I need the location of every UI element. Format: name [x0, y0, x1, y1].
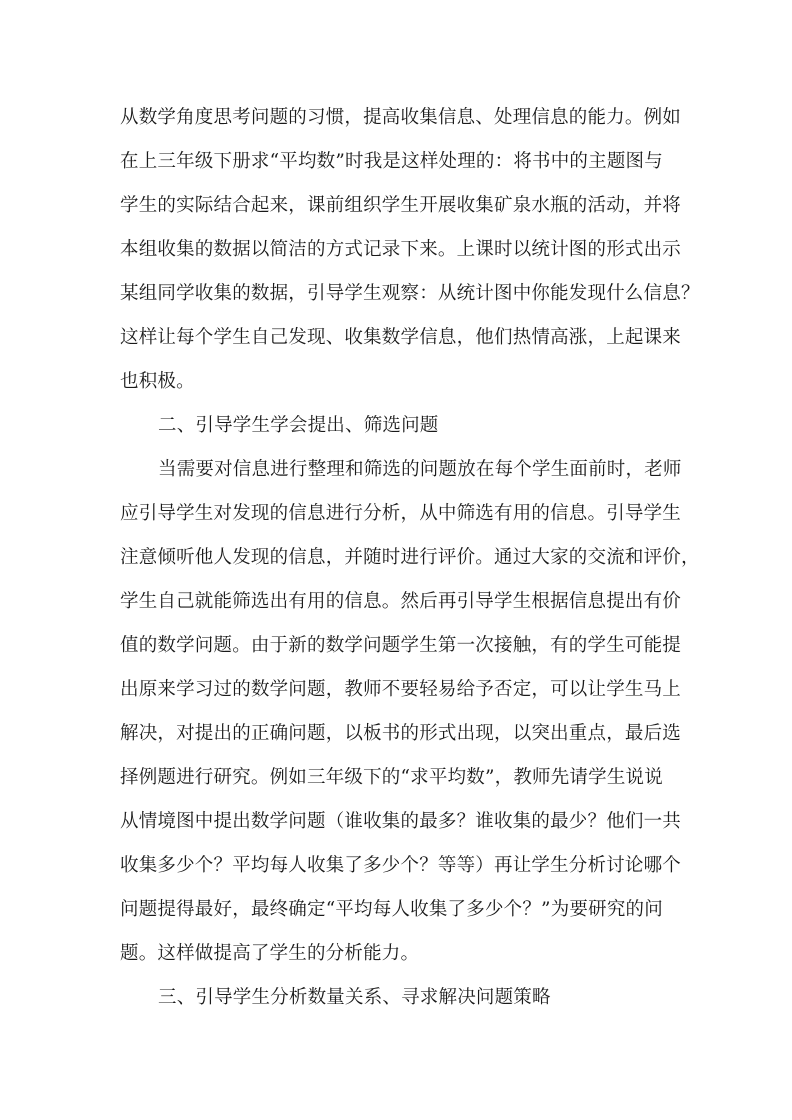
- paragraph-2-line-3: 注意倾听他人发现的信息，并随时进行评价。通过大家的交流和评价，: [120, 547, 700, 568]
- paragraph-2-line-11: 问题提得最好，最终确定“平均每人收集了多少个？”为要研究的问: [120, 899, 663, 920]
- paragraph-2-line-6: 出原来学习过的数学问题，教师不要轻易给予否定，可以让学生马上: [120, 679, 682, 700]
- paragraph-1-line-7: 也积极。: [120, 371, 195, 392]
- paragraph-1-line-1: 从数学角度思考问题的习惯，提高收集信息、处理信息的能力。例如: [120, 107, 682, 128]
- paragraph-1-line-6: 这样让每个学生自己发现、收集数学信息，他们热情高涨，上起课来: [120, 327, 682, 348]
- section-heading-2: 二、引导学生学会提出、筛选问题: [158, 415, 439, 436]
- paragraph-1-line-5: 某组同学收集的数据，引导学生观察：从统计图中你能发现什么信息？: [120, 283, 700, 304]
- paragraph-1-line-2: 在上三年级下册求“平均数”时我是这样处理的：将书中的主题图与: [120, 151, 663, 172]
- section-heading-3: 三、引导学生分析数量关系、寻求解决问题策略: [158, 987, 551, 1008]
- paragraph-2-line-8: 择例题进行研究。例如三年级下的“求平均数”，教师先请学生说说: [120, 767, 663, 788]
- paragraph-1-line-4: 本组收集的数据以简洁的方式记录下来。上课时以统计图的形式出示: [120, 239, 682, 260]
- paragraph-2-line-1: 当需要对信息进行整理和筛选的问题放在每个学生面前时，老师: [158, 459, 682, 480]
- paragraph-1-line-3: 学生的实际结合起来，课前组织学生开展收集矿泉水瓶的活动，并将: [120, 195, 682, 216]
- paragraph-2-line-5: 值的数学问题。由于新的数学问题学生第一次接触，有的学生可能提: [120, 635, 682, 656]
- paragraph-2-line-9: 从情境图中提出数学问题（谁收集的最多？谁收集的最少？他们一共: [120, 811, 682, 832]
- paragraph-2-line-12: 题。这样做提高了学生的分析能力。: [120, 943, 420, 964]
- paragraph-2-line-10: 收集多少个？平均每人收集了多少个？等等）再让学生分析讨论哪个: [120, 855, 682, 876]
- paragraph-2-line-7: 解决，对提出的正确问题，以板书的形式出现，以突出重点，最后选: [120, 723, 682, 744]
- paragraph-2-line-2: 应引导学生对发现的信息进行分析，从中筛选有用的信息。引导学生: [120, 503, 682, 524]
- paragraph-2-line-4: 学生自己就能筛选出有用的信息。然后再引导学生根据信息提出有价: [120, 591, 682, 612]
